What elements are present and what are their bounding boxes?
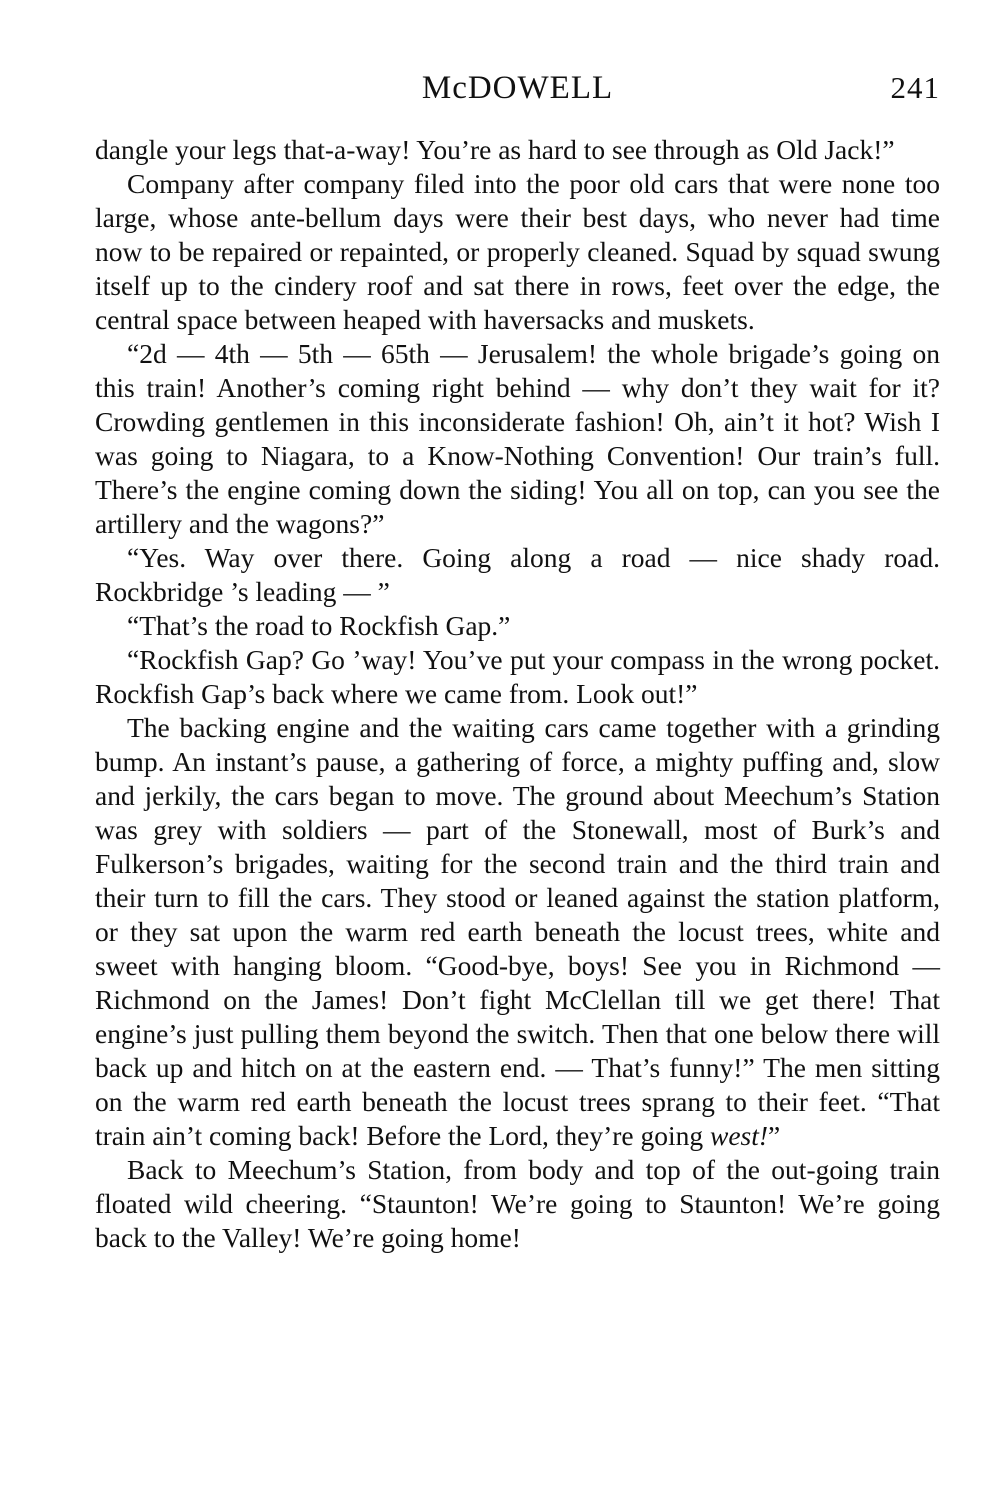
paragraph-4	[95, 541, 940, 609]
paragraph-3	[95, 337, 940, 541]
paragraph-7	[95, 711, 940, 1153]
paragraph-1	[95, 133, 940, 167]
paragraph-text: “Rockfish Gap? Go ’way! You’ve put your compass in the wrong pocket. Rockfish Gap’s back where we came from. Look out!”	[95, 644, 940, 709]
paragraph-text: The backing engine and the waiting cars came together with a grinding bump. An instant’s pause, a gathering of force, a mighty puffing and, slow and jerkily, the cars began to move. The ground about Meechum’s Station was grey with soldiers — part of the Stonewall, most of Burk’s and Fulkerson’s brigades, waiting for the second train and the third train and their turn to fill the cars. They stood or leaned against the station platform, or they sat upon the warm red earth beneath the locust trees, white and sweet with hanging bloom. “Good-bye, boys! See you in Richmond — Richmond on the James! Don’t fight McClellan till we get there! That engine’s just pulling them beyond the switch. Then that one below there will back up and hitch on at the eastern end. — That’s funny!” The men sitting on the warm red earth beneath the locust trees sprang to their feet. “That train ain’t coming back! Before the Lord, they’re going	[95, 712, 940, 1151]
paragraph-text: “2d — 4th — 5th — 65th — Jerusalem! the whole brigade’s going on this train! Another’s coming right behind — why don’t they wait for it? Crowding gentlemen in this inconsiderate fashion! Oh, ain’t it hot? Wish I was going to Niagara, to a Know-Nothing Convention! Our train’s full. There’s the engine coming down the siding! You all on top, can you see the artillery and the wagons?”	[95, 338, 940, 539]
paragraph-text: “That’s the road to Rockfish Gap.”	[127, 610, 511, 641]
chapter-title: McDOWELL	[421, 70, 614, 106]
paragraph-tail: ”	[768, 1120, 781, 1151]
italic-emphasis: west!	[709, 1120, 769, 1151]
paragraph-text: “Yes. Way over there. Going along a road — nice shady road. Rockbridge ’s leading — ”	[95, 542, 940, 607]
paragraph-5	[95, 609, 940, 643]
paragraph-text: Company after company filed into the poor old cars that were none too large, whose ante-bellum days were their best days, who never had time now to be repaired or repainted, or properly cleaned. Squad by squad swung itself up to the cindery roof and sat there in rows, feet over the edge, the central space between heaped with haversacks and muskets.	[95, 168, 940, 335]
paragraph-text: dangle your legs that-a-way! You’re as hard to see through as Old Jack!”	[95, 134, 895, 165]
running-head	[95, 64, 940, 112]
page-number: 241	[890, 70, 940, 105]
paragraph-8	[95, 1153, 940, 1255]
paragraph-6	[95, 643, 940, 711]
body-text	[95, 133, 940, 1255]
paragraph-2	[95, 167, 940, 337]
paragraph-text: Back to Meechum’s Station, from body and top of the out-going train floated wild cheering. “Staunton! We’re going to Staunton! We’re going back to the Valley! We’re going home!	[95, 1154, 940, 1253]
